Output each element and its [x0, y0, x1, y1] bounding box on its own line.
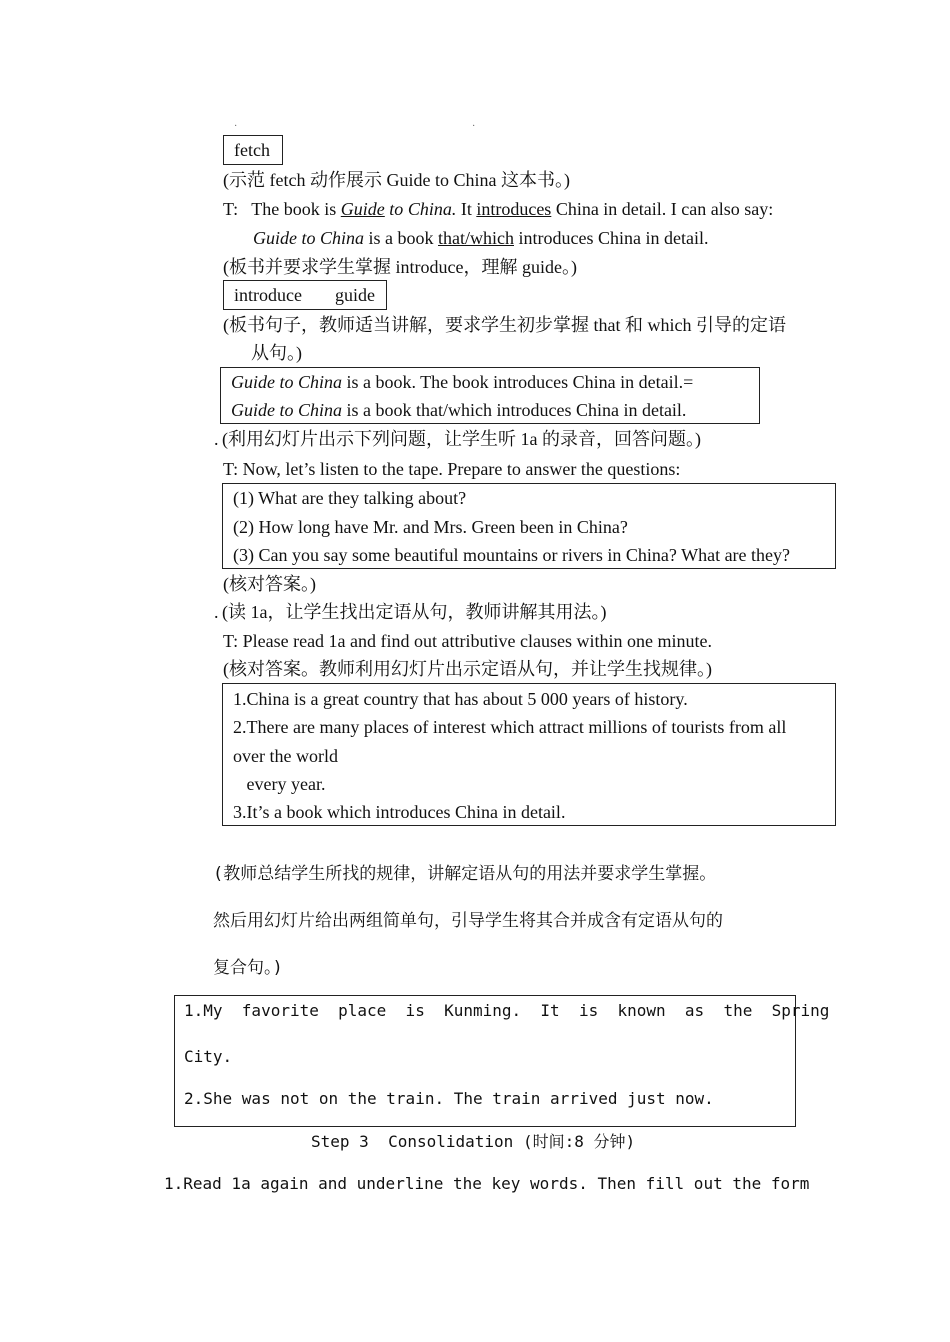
- word-china: China.: [407, 199, 457, 219]
- fetch-word: fetch: [234, 140, 270, 160]
- board-note-2-line-1: (板书句子，教师适当讲解，要求学生初步掌握 that 和 which 引导的定语: [223, 315, 786, 335]
- vocab-guide: guide: [335, 285, 375, 305]
- summary-line: (教师总结学生所找的规律，讲解定语从句的用法并要求学生掌握。: [213, 864, 717, 884]
- sentence-line-2: [231, 401, 686, 419]
- step3-title: Step 3 Consolidation: [311, 1132, 514, 1151]
- summary-line: 然后用幻灯片给出两组简单句，引导学生将其合并成含有定语从句的: [213, 911, 723, 931]
- speaker-label: T:: [223, 199, 239, 219]
- simple-sentence-1a: 1.My favorite place is Kunming. It is known as the Spring: [184, 1001, 830, 1020]
- question-item: (1) What are they talking about?: [233, 488, 467, 508]
- question-item: (3) Can you say some beautiful mountains or rivers in China? What are they?: [233, 545, 791, 565]
- top-fragment-mark: ·: [234, 121, 238, 132]
- simple-sentence-2: 2.She was not on the train. The train arrived just now.: [184, 1089, 714, 1108]
- read-note: (读 1a，让学生找出定语从句，教师讲解其用法。): [222, 602, 607, 622]
- teacher-listen: T: Now, let’s listen to the tape. Prepare to answer the questions:: [223, 459, 681, 479]
- clause-item: 3.It’s a book which introduces China in detail.: [233, 802, 566, 822]
- step3-item-1: 1.Read 1a again and underline the key words. Then fill out the form: [164, 1174, 810, 1193]
- text: China in detail. I can also say:: [555, 199, 774, 219]
- vocab-introduce: introduce: [234, 285, 302, 305]
- question-item: (2) How long have Mr. and Mrs. Green been in China?: [233, 517, 628, 537]
- text: introduces China in detail.: [518, 228, 709, 248]
- text: is a book. The book introduces China in detail.=: [346, 372, 694, 392]
- clause-item: every year.: [233, 774, 326, 794]
- top-fragment-mark: ·: [472, 121, 476, 132]
- check-note: (核对答案。): [223, 574, 316, 594]
- board-note-1: (板书并要求学生掌握 introduce，理解 guide。): [223, 257, 577, 277]
- text: is a book that/which introduces China in detail.: [346, 400, 687, 420]
- teacher-guide-line-1: [223, 200, 773, 218]
- simple-sentence-1b: City.: [184, 1047, 233, 1066]
- step3-heading: [311, 1134, 635, 1150]
- slide-bullet: .: [214, 429, 219, 449]
- word-guide: Guide: [340, 199, 385, 219]
- text: It: [460, 199, 472, 219]
- word-that-which: that/which: [438, 228, 514, 248]
- teacher-guide-line-2: [253, 229, 708, 247]
- sentence-line-1: [231, 373, 693, 391]
- step3-time: (时间:8 分钟): [522, 1132, 636, 1151]
- fetch-note: (示范 fetch 动作展示 Guide to China 这本书。): [223, 170, 570, 190]
- clause-item: 1.China is a great country that has about 5 000 years of history.: [233, 689, 688, 709]
- clause-item: 2.There are many places of interest which attract millions of tourists from all: [233, 717, 787, 737]
- book-title: Guide to China: [231, 372, 342, 392]
- book-title: Guide to China: [231, 400, 342, 420]
- teacher-read: T: Please read 1a and find out attributive clauses within one minute.: [223, 631, 712, 651]
- read-bullet: .: [214, 602, 219, 622]
- text: to: [389, 199, 404, 219]
- text: is a book: [368, 228, 434, 248]
- text: The book is: [251, 199, 337, 219]
- board-note-2-line-2: 从句。): [251, 343, 302, 363]
- slide-note: (利用幻灯片出示下列问题，让学生听 1a 的录音，回答问题。): [222, 429, 701, 449]
- check-note-2: (核对答案。教师利用幻灯片出示定语从句，并让学生找规律。): [223, 659, 712, 679]
- clause-item: over the world: [233, 746, 338, 766]
- word-introduces: introduces: [476, 199, 552, 219]
- summary-line: 复合句。): [213, 958, 283, 978]
- book-title: Guide to China: [253, 228, 364, 248]
